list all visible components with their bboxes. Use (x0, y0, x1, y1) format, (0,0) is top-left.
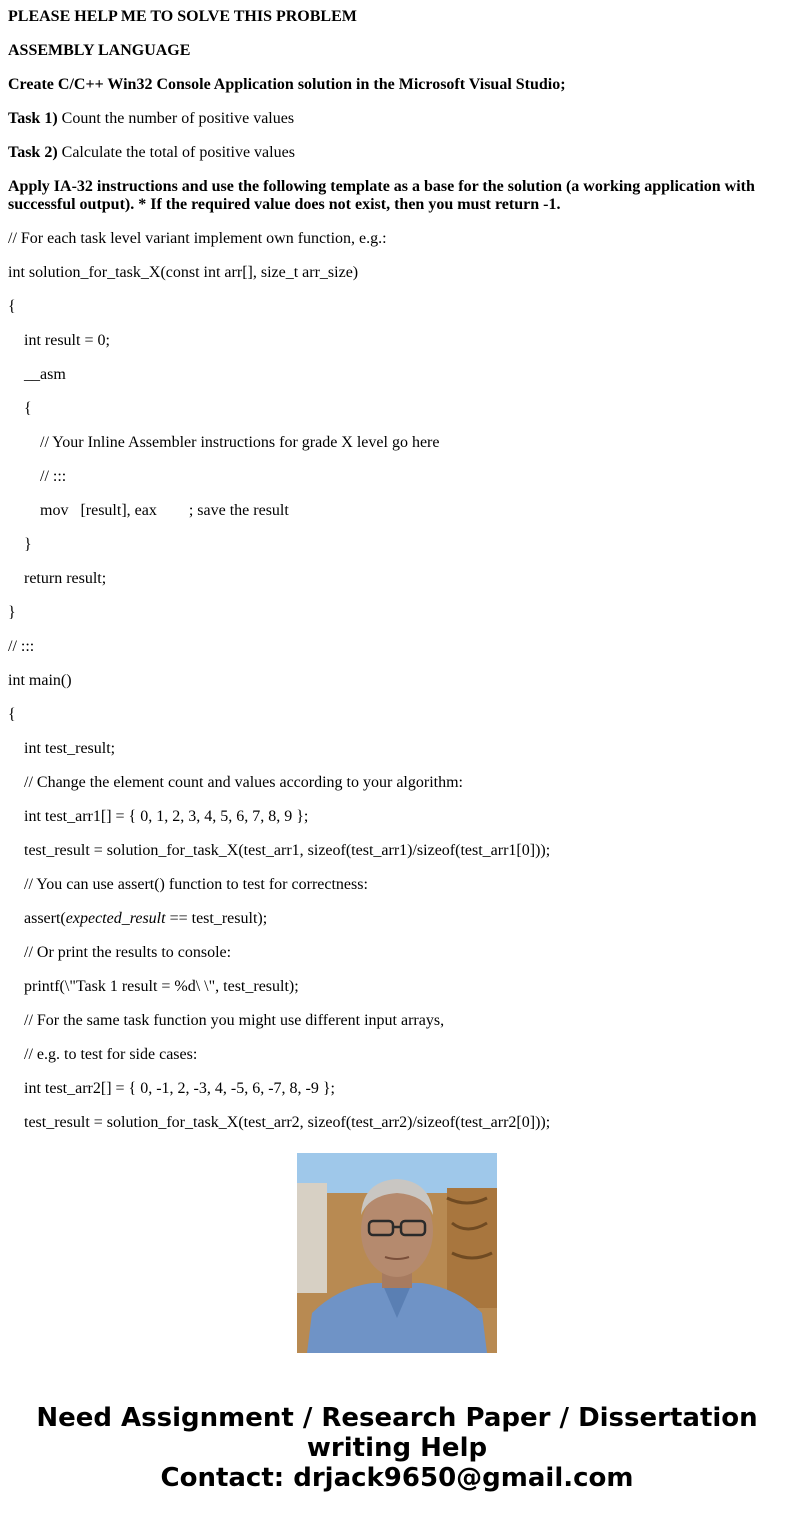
code-line: { (8, 298, 16, 315)
code-line: // For each task level variant implement own function, e.g.: (8, 230, 387, 247)
code-line: mov [result], eax ; save the result (40, 502, 289, 519)
code-line-assert (8, 910, 267, 928)
instruction: Create C/C++ Win32 Console Application solution in the Microsoft Visual Studio; (8, 76, 566, 93)
task-1-label: Task 1) (8, 110, 58, 127)
code-line: return result; (24, 570, 107, 587)
task-1 (8, 110, 294, 128)
code-line: int main() (8, 672, 72, 689)
document-body (8, 0, 786, 1131)
code-line: // ::: (40, 468, 67, 485)
task-2-label: Task 2) (8, 144, 58, 161)
code-line: // Or print the results to console: (24, 944, 232, 961)
code-line: test_result = solution_for_task_X(test_arr2, sizeof(test_arr2)/sizeof(test_arr2[0])); (24, 1114, 551, 1131)
code-line: int result = 0; (24, 332, 110, 349)
avatar (297, 1153, 497, 1353)
page-title: PLEASE HELP ME TO SOLVE THIS PROBLEM (8, 8, 357, 25)
task-2 (8, 144, 295, 162)
code-line: int test_arr1[] = { 0, 1, 2, 3, 4, 5, 6, 7, 8, 9 }; (24, 808, 309, 825)
task-1-text: Count the number of positive values (57, 110, 295, 127)
task-2-text: Calculate the total of positive values (57, 144, 295, 161)
code-line: } (24, 536, 32, 553)
code-line: { (8, 706, 16, 723)
assert-close: == test_result); (165, 910, 268, 927)
assert-expected: expected_result (65, 910, 166, 927)
code-line: int test_result; (24, 740, 116, 757)
code-line: // You can use assert() function to test for correctness: (24, 876, 368, 893)
portrait-image (297, 1153, 497, 1353)
code-line: __asm (24, 366, 66, 383)
code-line: printf(\"Task 1 result = %d\ \", test_result); (24, 978, 299, 995)
code-line: int test_arr2[] = { 0, -1, 2, -3, 4, -5, 6, -7, 8, -9 }; (24, 1080, 335, 1097)
code-line: // Change the element count and values according to your algorithm: (24, 774, 463, 791)
code-line: int solution_for_task_X(const int arr[], size_t arr_size) (8, 264, 359, 281)
code-line: // e.g. to test for side cases: (24, 1046, 198, 1063)
assert-open: assert( (24, 910, 66, 927)
banner-contact-email[interactable]: Contact: drjack9650@gmail.com (160, 1463, 634, 1493)
code-line: // For the same task function you might use different input arrays, (24, 1012, 445, 1029)
code-line: { (24, 400, 32, 417)
code-line: // ::: (8, 638, 35, 655)
code-line: } (8, 604, 16, 621)
banner-line-1: Need Assignment / Research Paper / Dissertation (36, 1403, 758, 1433)
code-line: // Your Inline Assembler instructions for grade X level go here (40, 434, 440, 451)
subtitle: ASSEMBLY LANGUAGE (8, 42, 191, 59)
apply-note: Apply IA-32 instructions and use the following template as a base for the solution (a working application with successful output). * If the required value does not exist, then you must return -1. (8, 178, 759, 213)
banner-line-2: writing Help (306, 1433, 488, 1463)
code-line: test_result = solution_for_task_X(test_arr1, sizeof(test_arr1)/sizeof(test_arr1[0])); (24, 842, 551, 859)
contact-banner (0, 1403, 794, 1493)
